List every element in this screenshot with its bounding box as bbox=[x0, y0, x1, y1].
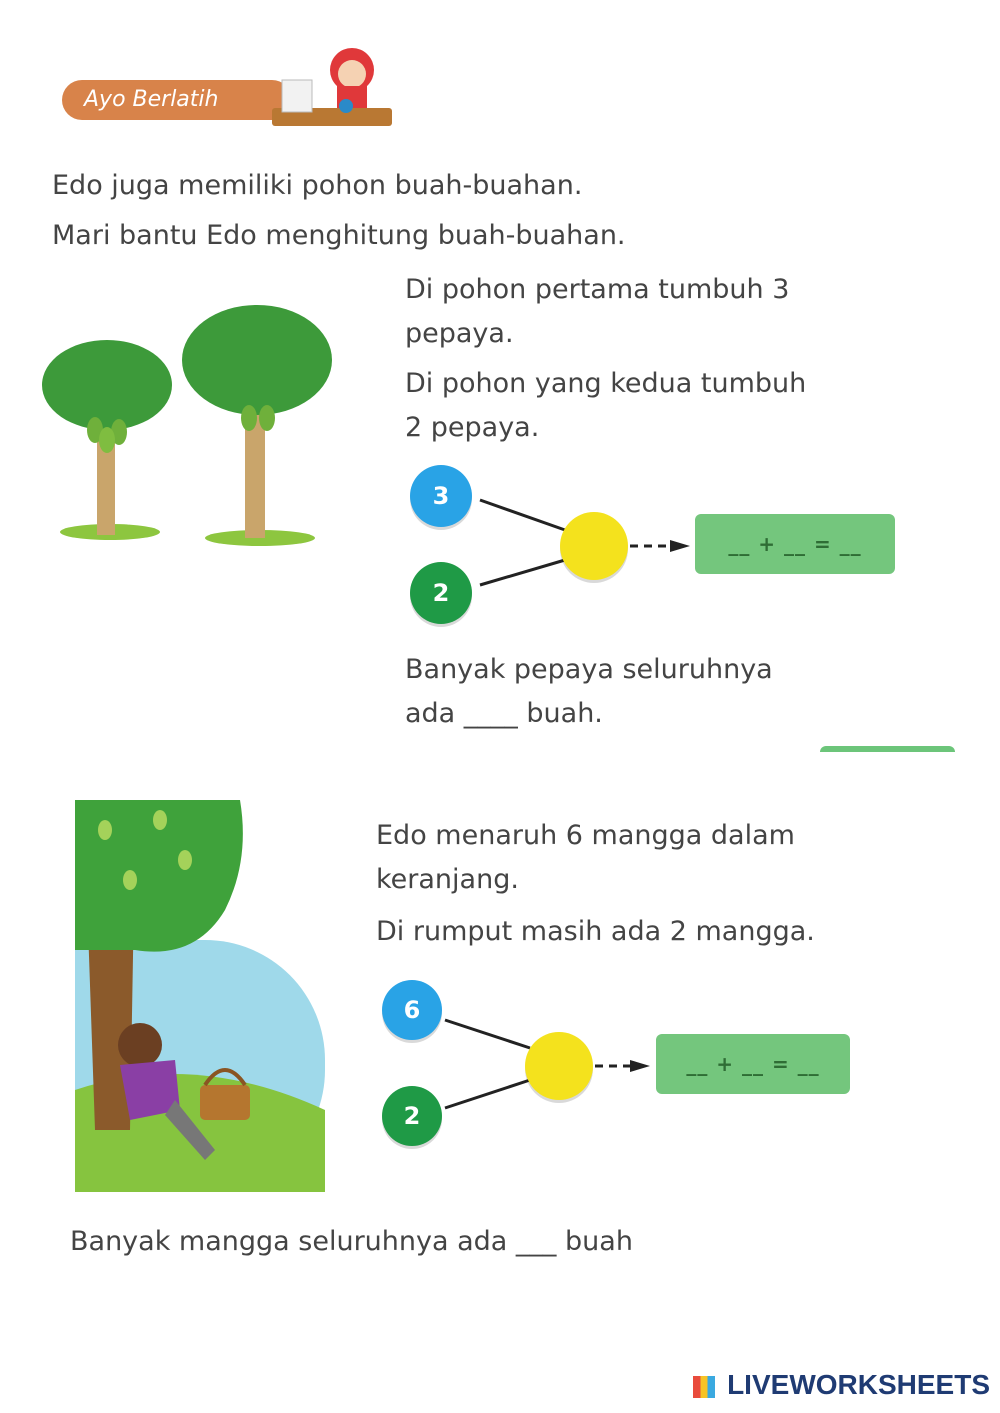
problem2-text-1a: Edo menaruh 6 mangga dalam bbox=[376, 820, 795, 851]
problem2-text-2: Di rumput masih ada 2 mangga. bbox=[376, 916, 815, 947]
problem2-top-number: 6 bbox=[403, 996, 421, 1024]
problem2-equation: __ + __ = __ bbox=[686, 1052, 820, 1076]
problem2-text-1b: keranjang. bbox=[376, 864, 519, 895]
problem1-answer-b[interactable]: ada ____ buah. bbox=[405, 698, 603, 729]
problem2-equation-box[interactable] bbox=[656, 1034, 850, 1094]
problem1-equation: __ + __ = __ bbox=[728, 532, 862, 556]
section-badge bbox=[62, 80, 292, 120]
problem1-text-1a: Di pohon pertama tumbuh 3 bbox=[405, 274, 790, 305]
problem2-answer[interactable]: Banyak mangga seluruhnya ada ___ buah bbox=[70, 1226, 633, 1257]
problem1-text-2b: 2 pepaya. bbox=[405, 412, 540, 443]
student-illustration bbox=[262, 40, 397, 140]
mango-tree-illustration bbox=[75, 800, 335, 1200]
divider bbox=[820, 746, 955, 752]
intro-line-2: Mari bantu Edo menghitung buah-buahan. bbox=[52, 220, 626, 251]
brand-mark-icon bbox=[693, 1376, 715, 1398]
problem2-sum-circle[interactable] bbox=[525, 1032, 593, 1100]
problem1-sum-circle[interactable] bbox=[560, 512, 628, 580]
problem2-bottom-number: 2 bbox=[403, 1102, 421, 1130]
brand-logo bbox=[693, 1369, 990, 1401]
problem1-bottom-circle bbox=[410, 562, 472, 624]
problem1-text-2a: Di pohon yang kedua tumbuh bbox=[405, 368, 807, 399]
problem2-top-circle bbox=[382, 980, 442, 1040]
intro-line-1: Edo juga memiliki pohon buah-buahan. bbox=[52, 170, 583, 201]
section-badge-label: Ayo Berlatih bbox=[84, 87, 219, 112]
problem1-text-1b: pepaya. bbox=[405, 318, 514, 349]
problem1-bottom-number: 2 bbox=[432, 579, 450, 607]
problem1-top-circle bbox=[410, 465, 472, 527]
brand-name: LIVEWORKSHEETS bbox=[727, 1369, 990, 1400]
papaya-trees-illustration bbox=[35, 300, 355, 550]
problem1-top-number: 3 bbox=[432, 482, 450, 510]
problem1-equation-box[interactable] bbox=[695, 514, 895, 574]
problem2-bottom-circle bbox=[382, 1086, 442, 1146]
problem1-answer-a: Banyak pepaya seluruhnya bbox=[405, 654, 773, 685]
